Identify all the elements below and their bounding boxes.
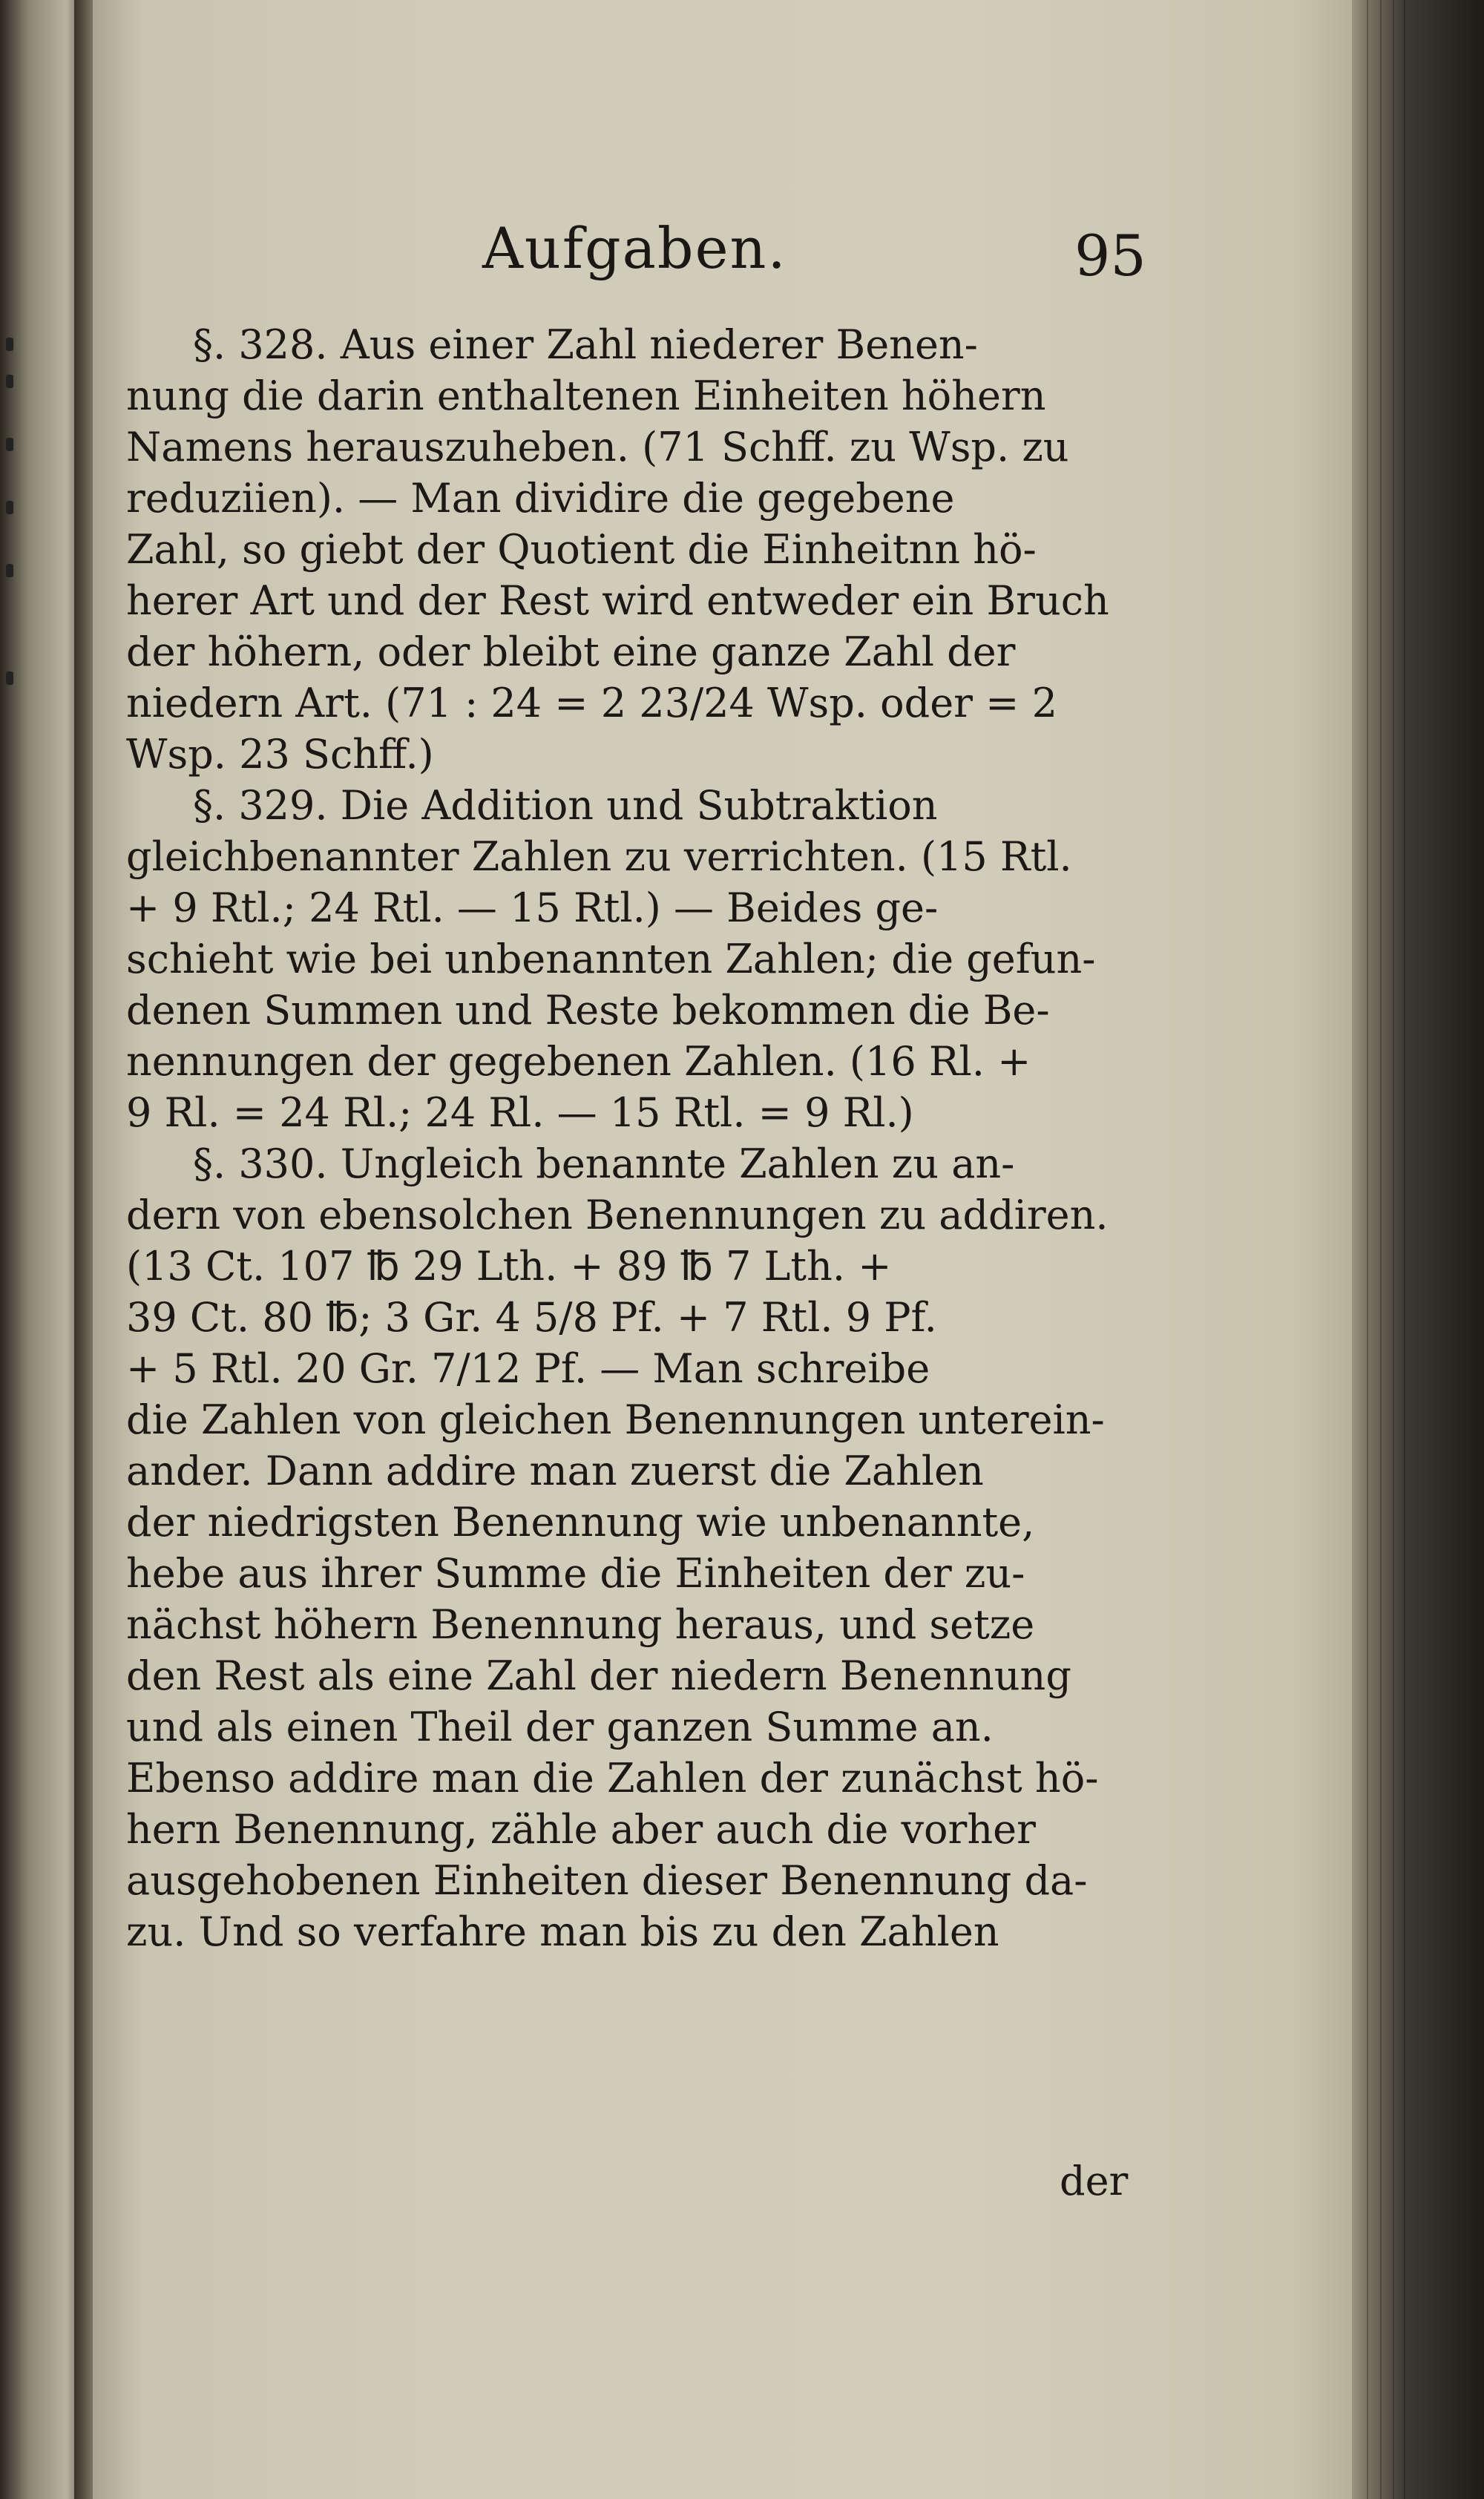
text-line: §. 328. Aus einer Zahl niederer Benen- bbox=[193, 321, 978, 368]
text-line: schieht wie bei unbenannten Zahlen; die gefun- bbox=[126, 936, 1096, 982]
ink-mark bbox=[6, 564, 13, 577]
page-fore-edge bbox=[1352, 0, 1484, 2499]
text-line: hern Benennung, zähle aber auch die vorher bbox=[126, 1806, 1036, 1853]
text-line: 9 Rl. = 24 Rl.; 24 Rl. — 15 Rtl. = 9 Rl.) bbox=[126, 1089, 914, 1136]
text-line: dern von ebensolchen Benennungen zu addiren. bbox=[126, 1192, 1109, 1238]
text-line: der niedrigsten Benennung wie unbenannte, bbox=[126, 1499, 1035, 1546]
text-line: + 5 Rtl. 20 Gr. 7/12 Pf. — Man schreibe bbox=[126, 1345, 930, 1392]
text-line: §. 329. Die Addition und Subtraktion bbox=[193, 782, 938, 829]
running-head: Aufgaben. bbox=[482, 215, 787, 281]
text-line: 39 Ct. 80 ℔; 3 Gr. 4 5/8 Pf. + 7 Rtl. 9 Pf. bbox=[126, 1294, 937, 1341]
text-line: (13 Ct. 107 ℔ 29 Lth. + 89 ℔ 7 Lth. + bbox=[126, 1243, 892, 1290]
text-line: nung die darin enthaltenen Einheiten höhern bbox=[126, 372, 1046, 419]
text-line: ander. Dann addire man zuerst die Zahlen bbox=[126, 1448, 984, 1494]
text-line: gleichbenannter Zahlen zu verrichten. (15 Rtl. bbox=[126, 833, 1072, 880]
text-line: den Rest als eine Zahl der niedern Benennung bbox=[126, 1652, 1071, 1699]
text-line: Ebenso addire man die Zahlen der zunächst hö- bbox=[126, 1755, 1099, 1802]
text-line: niedern Art. (71 : 24 = 2 23/24 Wsp. oder = 2 bbox=[126, 680, 1057, 726]
ink-mark bbox=[6, 671, 13, 685]
text-line: nennungen der gegebenen Zahlen. (16 Rl. + bbox=[126, 1038, 1031, 1085]
text-line: denen Summen und Reste bekommen die Be- bbox=[126, 987, 1050, 1034]
text-line: der höhern, oder bleibt eine ganze Zahl der bbox=[126, 628, 1016, 675]
text-line: reduziien). — Man dividire die gegebene bbox=[126, 475, 955, 522]
text-line: hebe aus ihrer Summe die Einheiten der zu- bbox=[126, 1550, 1025, 1597]
ink-mark bbox=[6, 375, 13, 388]
text-line: Wsp. 23 Schff.) bbox=[126, 731, 434, 778]
ink-mark bbox=[6, 438, 13, 451]
text-line: §. 330. Ungleich benannte Zahlen zu an- bbox=[193, 1140, 1015, 1187]
text-line: zu. Und so verfahre man bis zu den Zahlen bbox=[126, 1908, 999, 1955]
text-line: ausgehobenen Einheiten dieser Benennung da- bbox=[126, 1857, 1088, 1904]
catchword: der bbox=[1060, 2158, 1129, 2204]
text-line: die Zahlen von gleichen Benennungen unterein- bbox=[126, 1396, 1105, 1443]
ink-mark bbox=[6, 501, 13, 514]
text-line: nächst höhern Benennung heraus, und setze bbox=[126, 1601, 1035, 1648]
ink-mark bbox=[6, 338, 13, 351]
left-page-edge bbox=[0, 0, 83, 2499]
text-line: + 9 Rtl.; 24 Rtl. — 15 Rtl.) — Beides ge- bbox=[126, 884, 939, 931]
text-line: Zahl, so giebt der Quotient die Einheitnn hö- bbox=[126, 526, 1037, 573]
page-number: 95 bbox=[1074, 223, 1146, 289]
text-line: herer Art und der Rest wird entweder ein Bruch bbox=[126, 577, 1109, 624]
body-text bbox=[126, 319, 1128, 1957]
text-line: Namens herauszuheben. (71 Schff. zu Wsp. zu bbox=[126, 424, 1069, 470]
text-line: und als einen Theil der ganzen Summe an. bbox=[126, 1704, 994, 1750]
